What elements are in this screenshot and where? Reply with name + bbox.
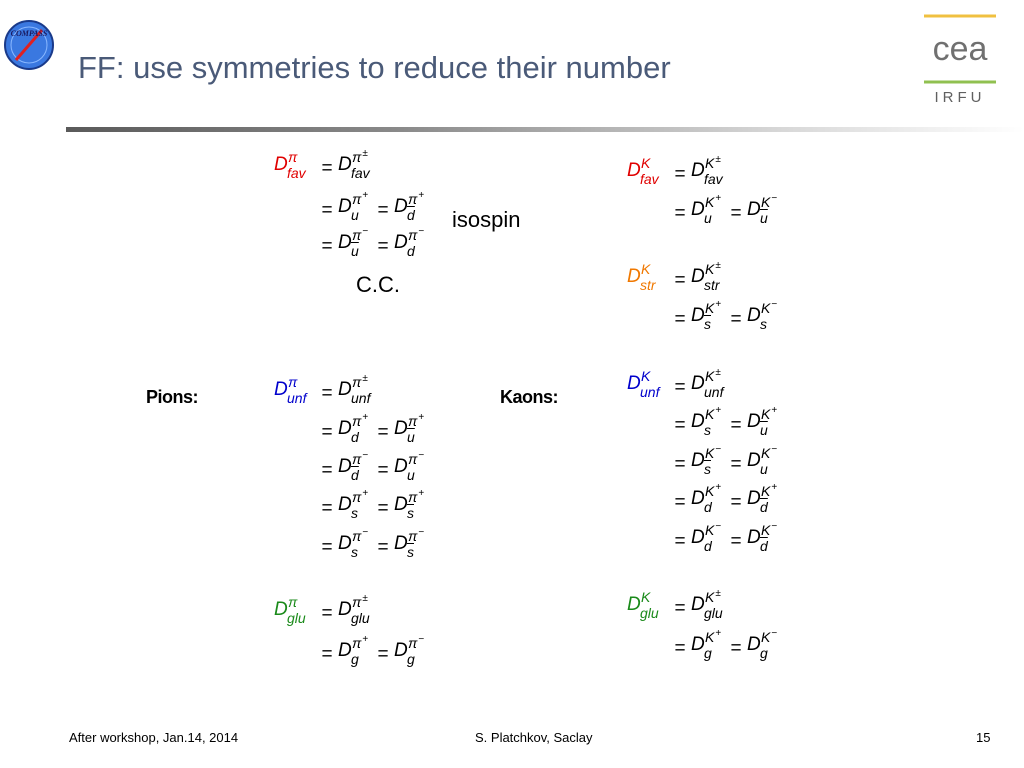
hadron-superscript: π± xyxy=(352,593,368,610)
hadron-superscript: π− xyxy=(352,527,369,544)
irfu-logo-text: IRFU xyxy=(934,89,986,106)
fragmentation-function-symbol: D xyxy=(691,634,705,655)
flavor-subscript: u xyxy=(704,210,712,226)
hadron-superscript: K+ xyxy=(705,628,722,645)
fragmentation-function-symbol: D xyxy=(274,154,288,175)
equation-indent xyxy=(274,636,316,666)
charge-superscript: − xyxy=(418,634,425,645)
equation-term xyxy=(338,192,372,222)
flavor-subscript: $\overline{d}$ xyxy=(351,467,359,483)
equation-term xyxy=(338,375,377,405)
fragmentation-function-symbol: D xyxy=(691,450,705,471)
equation-k-glu-1 xyxy=(627,590,730,620)
equation-lhs xyxy=(274,595,316,625)
flavor-subscript: g xyxy=(760,645,768,661)
equals-sign: = xyxy=(674,415,686,436)
hadron-superscript: K± xyxy=(705,588,721,605)
equals-sign: = xyxy=(674,309,686,330)
equation-term xyxy=(394,192,428,222)
equation-term xyxy=(691,262,730,292)
fragmentation-function-symbol: D xyxy=(394,640,408,661)
equation-k-unf-1 xyxy=(627,369,730,399)
equation-term xyxy=(338,529,372,559)
fragmentation-function-symbol: D xyxy=(747,199,761,220)
equation-lhs xyxy=(627,590,669,620)
flavor-subscript: $\overline{s}$ xyxy=(704,461,711,477)
equation-lhs xyxy=(627,156,669,186)
fragmentation-function-symbol: D xyxy=(691,488,705,509)
flavor-subscript: $\overline{s}$ xyxy=(407,505,414,521)
flavor-subscript: $\overline{d}$ xyxy=(407,207,415,223)
pions-label: Pions: xyxy=(146,387,199,407)
hadron-superscript: K− xyxy=(705,521,722,538)
equals-sign: = xyxy=(377,200,389,221)
hadron-superscript: π− xyxy=(408,634,425,651)
equation-indent xyxy=(627,523,669,553)
fragmentation-function-symbol: D xyxy=(747,527,761,548)
charge-superscript: ± xyxy=(362,148,368,159)
fragmentation-function-symbol: D xyxy=(691,527,705,548)
equals-sign: = xyxy=(321,383,333,404)
hadron-superscript: K− xyxy=(761,299,778,316)
fragmentation-function-symbol: D xyxy=(338,533,352,554)
equation-lhs xyxy=(274,375,316,405)
flavor-subscript: u xyxy=(351,207,359,223)
charge-superscript: − xyxy=(771,299,778,310)
flavor-subscript: s xyxy=(704,422,711,438)
fragmentation-function-symbol: D xyxy=(338,456,352,477)
hadron-superscript: π+ xyxy=(408,488,425,505)
equation-term xyxy=(747,301,781,331)
charge-superscript: ± xyxy=(362,373,368,384)
hadron-superscript: K± xyxy=(705,367,721,384)
equation-indent xyxy=(627,446,669,476)
equation-term xyxy=(691,630,725,660)
flavor-subscript: glu xyxy=(351,610,370,626)
equals-sign: = xyxy=(730,203,742,224)
charge-superscript: + xyxy=(715,482,722,493)
equals-sign: = xyxy=(377,644,389,665)
slide-title: FF: use symmetries to reduce their number xyxy=(78,50,671,85)
flavor-subscript: unf xyxy=(704,384,724,400)
equals-sign: = xyxy=(321,422,333,443)
fragmentation-function-symbol: D xyxy=(394,494,408,515)
charge-superscript: + xyxy=(418,488,425,499)
charge-superscript: − xyxy=(715,444,722,455)
equals-sign: = xyxy=(321,498,333,519)
charge-superscript: − xyxy=(715,521,722,532)
equation-term xyxy=(338,150,377,180)
hadron-superscript: π± xyxy=(352,148,368,165)
equation-term xyxy=(394,529,428,559)
title-divider xyxy=(66,127,1024,132)
equals-sign: = xyxy=(377,460,389,481)
charge-superscript: + xyxy=(771,482,778,493)
equation-lhs xyxy=(627,262,669,292)
charge-superscript: + xyxy=(715,405,722,416)
charge-superscript: − xyxy=(418,226,425,237)
cea-irfu-logo xyxy=(920,14,1000,106)
equals-sign: = xyxy=(321,236,333,257)
flavor-subscript: u xyxy=(760,461,768,477)
flavor-subscript: $\overline{u}$ xyxy=(351,243,359,259)
fragmentation-function-symbol: D xyxy=(274,379,288,400)
footer-date: After workshop, Jan.14, 2014 xyxy=(69,730,239,745)
equation-k-str-2 xyxy=(627,301,781,331)
flavor-subscript: $\overline{d}$ xyxy=(760,499,768,515)
fragmentation-function-symbol: D xyxy=(394,232,408,253)
flavor-subscript: g xyxy=(351,651,359,667)
equals-sign: = xyxy=(674,454,686,475)
equals-sign: = xyxy=(730,454,742,475)
equals-sign: = xyxy=(674,270,686,291)
equation-term xyxy=(691,195,725,225)
flavor-subscript: glu xyxy=(287,610,306,626)
charge-conjugation-label: C.C. xyxy=(356,272,400,297)
charge-superscript: − xyxy=(771,193,778,204)
equation-k-unf-3 xyxy=(627,446,781,476)
flavor-subscript: d xyxy=(351,429,359,445)
isospin-label: isospin xyxy=(452,207,521,232)
equation-k-unf-2 xyxy=(627,407,781,437)
charge-superscript: − xyxy=(771,628,778,639)
equals-sign: = xyxy=(321,537,333,558)
charge-superscript: ± xyxy=(715,260,721,271)
hadron-superscript: π+ xyxy=(408,190,425,207)
flavor-subscript: unf xyxy=(351,390,371,406)
hadron-superscript: K− xyxy=(761,521,778,538)
equation-pi-unf-5 xyxy=(274,529,428,559)
equation-term xyxy=(691,301,725,331)
equation-k-str-1 xyxy=(627,262,730,292)
hadron-superscript: π− xyxy=(352,226,369,243)
fragmentation-function-symbol: D xyxy=(274,599,288,620)
equation-term xyxy=(338,452,372,482)
equals-sign: = xyxy=(321,644,333,665)
hadron-superscript: π+ xyxy=(352,488,369,505)
equation-term xyxy=(338,636,372,666)
charge-superscript: − xyxy=(771,444,778,455)
equation-term xyxy=(691,446,725,476)
equation-term xyxy=(747,630,781,660)
charge-superscript: ± xyxy=(362,593,368,604)
equals-sign: = xyxy=(377,537,389,558)
hadron-superscript: π− xyxy=(408,527,425,544)
charge-superscript: + xyxy=(418,190,425,201)
equation-term xyxy=(338,414,372,444)
fragmentation-function-symbol: D xyxy=(338,640,352,661)
fragmentation-function-symbol: D xyxy=(394,533,408,554)
equation-pi-fav-1 xyxy=(274,150,377,180)
equation-k-unf-5 xyxy=(627,523,781,553)
charge-superscript: − xyxy=(362,527,369,538)
equation-indent xyxy=(627,407,669,437)
charge-superscript: + xyxy=(362,488,369,499)
hadron-superscript: π+ xyxy=(352,190,369,207)
equals-sign: = xyxy=(730,309,742,330)
charge-superscript: + xyxy=(771,405,778,416)
equation-indent xyxy=(627,484,669,514)
hadron-superscript: π+ xyxy=(352,634,369,651)
kaons-label: Kaons: xyxy=(500,387,559,407)
hadron-superscript: K+ xyxy=(705,299,722,316)
equation-k-glu-2 xyxy=(627,630,781,660)
charge-superscript: − xyxy=(418,527,425,538)
charge-superscript: ± xyxy=(715,154,721,165)
flavor-subscript: glu xyxy=(704,605,723,621)
equals-sign: = xyxy=(674,492,686,513)
fragmentation-function-symbol: D xyxy=(747,305,761,326)
hadron-superscript: π− xyxy=(408,450,425,467)
equation-pi-unf-3 xyxy=(274,452,428,482)
fragmentation-function-symbol: D xyxy=(338,418,352,439)
hadron-superscript: K xyxy=(641,589,651,605)
charge-superscript: − xyxy=(362,450,369,461)
fragmentation-function-symbol: D xyxy=(691,411,705,432)
equation-indent xyxy=(627,301,669,331)
fragmentation-function-symbol: D xyxy=(394,418,408,439)
equation-term xyxy=(691,156,730,186)
fragmentation-function-symbol: D xyxy=(691,373,705,394)
charge-superscript: + xyxy=(715,299,722,310)
equation-term xyxy=(338,228,372,258)
hadron-superscript: K− xyxy=(705,444,722,461)
hadron-superscript: π xyxy=(288,374,298,390)
equals-sign: = xyxy=(730,638,742,659)
fragmentation-function-symbol: D xyxy=(747,634,761,655)
equation-indent xyxy=(274,490,316,520)
equation-term xyxy=(747,484,781,514)
fragmentation-function-symbol: D xyxy=(691,266,705,287)
equation-term xyxy=(747,195,781,225)
equation-term xyxy=(394,490,428,520)
fragmentation-function-symbol: D xyxy=(338,494,352,515)
flavor-subscript: d xyxy=(704,538,712,554)
flavor-subscript: $\overline{u}$ xyxy=(760,422,768,438)
equation-k-fav-2 xyxy=(627,195,781,225)
flavor-subscript: d xyxy=(704,499,712,515)
hadron-superscript: K+ xyxy=(705,405,722,422)
hadron-superscript: K− xyxy=(761,444,778,461)
hadron-superscript: K− xyxy=(761,628,778,645)
equals-sign: = xyxy=(730,531,742,552)
hadron-superscript: K xyxy=(641,261,651,277)
equation-indent xyxy=(274,452,316,482)
equals-sign: = xyxy=(674,377,686,398)
equals-sign: = xyxy=(321,603,333,624)
flavor-subscript: fav xyxy=(640,171,659,187)
page-number: 15 xyxy=(976,730,991,745)
charge-superscript: − xyxy=(771,521,778,532)
flavor-subscript: glu xyxy=(640,605,659,621)
compass-logo-text: COMPASS xyxy=(10,29,48,38)
fragmentation-function-symbol: D xyxy=(627,594,641,615)
flavor-subscript: str xyxy=(704,277,720,293)
equals-sign: = xyxy=(730,415,742,436)
fragmentation-function-symbol: D xyxy=(338,154,352,175)
fragmentation-function-symbol: D xyxy=(747,411,761,432)
flavor-subscript: s xyxy=(351,505,358,521)
equals-sign: = xyxy=(674,638,686,659)
hadron-superscript: π+ xyxy=(408,412,425,429)
equation-term xyxy=(338,490,372,520)
fragmentation-function-symbol: D xyxy=(338,232,352,253)
flavor-subscript: $\overline{s}$ xyxy=(704,316,711,332)
cea-logo-text: cea xyxy=(932,30,988,68)
equation-term xyxy=(394,414,428,444)
flavor-subscript: g xyxy=(407,651,415,667)
hadron-superscript: K± xyxy=(705,154,721,171)
flavor-subscript: fav xyxy=(287,165,306,181)
flavor-subscript: $\overline{u}$ xyxy=(760,210,768,226)
hadron-superscript: π− xyxy=(352,450,369,467)
hadron-superscript: K+ xyxy=(705,482,722,499)
charge-superscript: + xyxy=(418,412,425,423)
equation-term xyxy=(338,595,377,625)
equals-sign: = xyxy=(377,422,389,443)
flavor-subscript: u xyxy=(407,467,415,483)
equation-term xyxy=(691,369,730,399)
fragmentation-function-symbol: D xyxy=(394,196,408,217)
equation-indent xyxy=(274,414,316,444)
equation-lhs xyxy=(274,150,316,180)
equation-pi-fav-3 xyxy=(274,228,428,258)
compass-logo xyxy=(2,18,56,72)
fragmentation-function-symbol: D xyxy=(338,196,352,217)
equation-pi-unf-1 xyxy=(274,375,377,405)
equation-lhs xyxy=(627,369,669,399)
flavor-subscript: $\overline{s}$ xyxy=(407,544,414,560)
fragmentation-function-symbol: D xyxy=(627,266,641,287)
hadron-superscript: K xyxy=(641,368,651,384)
equation-pi-glu-1 xyxy=(274,595,377,625)
fragmentation-function-symbol: D xyxy=(747,488,761,509)
equals-sign: = xyxy=(321,158,333,179)
flavor-subscript: $\overline{u}$ xyxy=(407,429,415,445)
flavor-subscript: unf xyxy=(287,390,307,406)
hadron-superscript: π xyxy=(288,149,298,165)
flavor-subscript: d xyxy=(407,243,415,259)
hadron-superscript: K xyxy=(641,155,651,171)
flavor-subscript: unf xyxy=(640,384,660,400)
equation-term xyxy=(691,407,725,437)
hadron-superscript: π+ xyxy=(352,412,369,429)
fragmentation-function-symbol: D xyxy=(691,305,705,326)
equation-term xyxy=(691,590,730,620)
equation-pi-fav-2 xyxy=(274,192,428,222)
charge-superscript: + xyxy=(715,628,722,639)
charge-superscript: + xyxy=(362,190,369,201)
equation-term xyxy=(394,228,428,258)
equals-sign: = xyxy=(730,492,742,513)
equals-sign: = xyxy=(674,203,686,224)
equals-sign: = xyxy=(321,460,333,481)
hadron-superscript: π− xyxy=(408,226,425,243)
fragmentation-function-symbol: D xyxy=(691,199,705,220)
equation-term xyxy=(747,523,781,553)
equals-sign: = xyxy=(321,200,333,221)
hadron-superscript: K+ xyxy=(761,482,778,499)
flavor-subscript: $\overline{d}$ xyxy=(760,538,768,554)
footer-author: S. Platchkov, Saclay xyxy=(475,730,593,745)
charge-superscript: ± xyxy=(715,367,721,378)
charge-superscript: + xyxy=(362,634,369,645)
equation-indent xyxy=(627,630,669,660)
equation-term xyxy=(394,636,428,666)
equation-term xyxy=(747,446,781,476)
equals-sign: = xyxy=(674,531,686,552)
flavor-subscript: g xyxy=(704,645,712,661)
charge-superscript: + xyxy=(362,412,369,423)
flavor-subscript: s xyxy=(351,544,358,560)
equals-sign: = xyxy=(674,598,686,619)
flavor-subscript: s xyxy=(760,316,767,332)
fragmentation-function-symbol: D xyxy=(338,379,352,400)
flavor-subscript: fav xyxy=(704,171,723,187)
hadron-superscript: K+ xyxy=(705,193,722,210)
equation-indent xyxy=(274,228,316,258)
fragmentation-function-symbol: D xyxy=(747,450,761,471)
equals-sign: = xyxy=(377,498,389,519)
charge-superscript: − xyxy=(418,450,425,461)
equation-k-fav-1 xyxy=(627,156,730,186)
equation-pi-unf-4 xyxy=(274,490,428,520)
equation-pi-glu-2 xyxy=(274,636,428,666)
equation-term xyxy=(691,523,725,553)
equation-indent xyxy=(274,529,316,559)
charge-superscript: ± xyxy=(715,588,721,599)
equation-pi-unf-2 xyxy=(274,414,428,444)
fragmentation-function-symbol: D xyxy=(394,456,408,477)
charge-superscript: + xyxy=(715,193,722,204)
hadron-superscript: K− xyxy=(761,193,778,210)
fragmentation-function-symbol: D xyxy=(691,594,705,615)
fragmentation-function-symbol: D xyxy=(338,599,352,620)
equation-k-unf-4 xyxy=(627,484,781,514)
fragmentation-function-symbol: D xyxy=(627,373,641,394)
fragmentation-function-symbol: D xyxy=(627,160,641,181)
equals-sign: = xyxy=(377,236,389,257)
hadron-superscript: K± xyxy=(705,260,721,277)
equals-sign: = xyxy=(674,164,686,185)
flavor-subscript: fav xyxy=(351,165,370,181)
equation-indent xyxy=(627,195,669,225)
flavor-subscript: str xyxy=(640,277,656,293)
hadron-superscript: π xyxy=(288,594,298,610)
equation-term xyxy=(747,407,781,437)
charge-superscript: − xyxy=(362,226,369,237)
hadron-superscript: π± xyxy=(352,373,368,390)
equation-indent xyxy=(274,192,316,222)
fragmentation-function-symbol: D xyxy=(691,160,705,181)
equation-term xyxy=(394,452,428,482)
equation-term xyxy=(691,484,725,514)
hadron-superscript: K+ xyxy=(761,405,778,422)
